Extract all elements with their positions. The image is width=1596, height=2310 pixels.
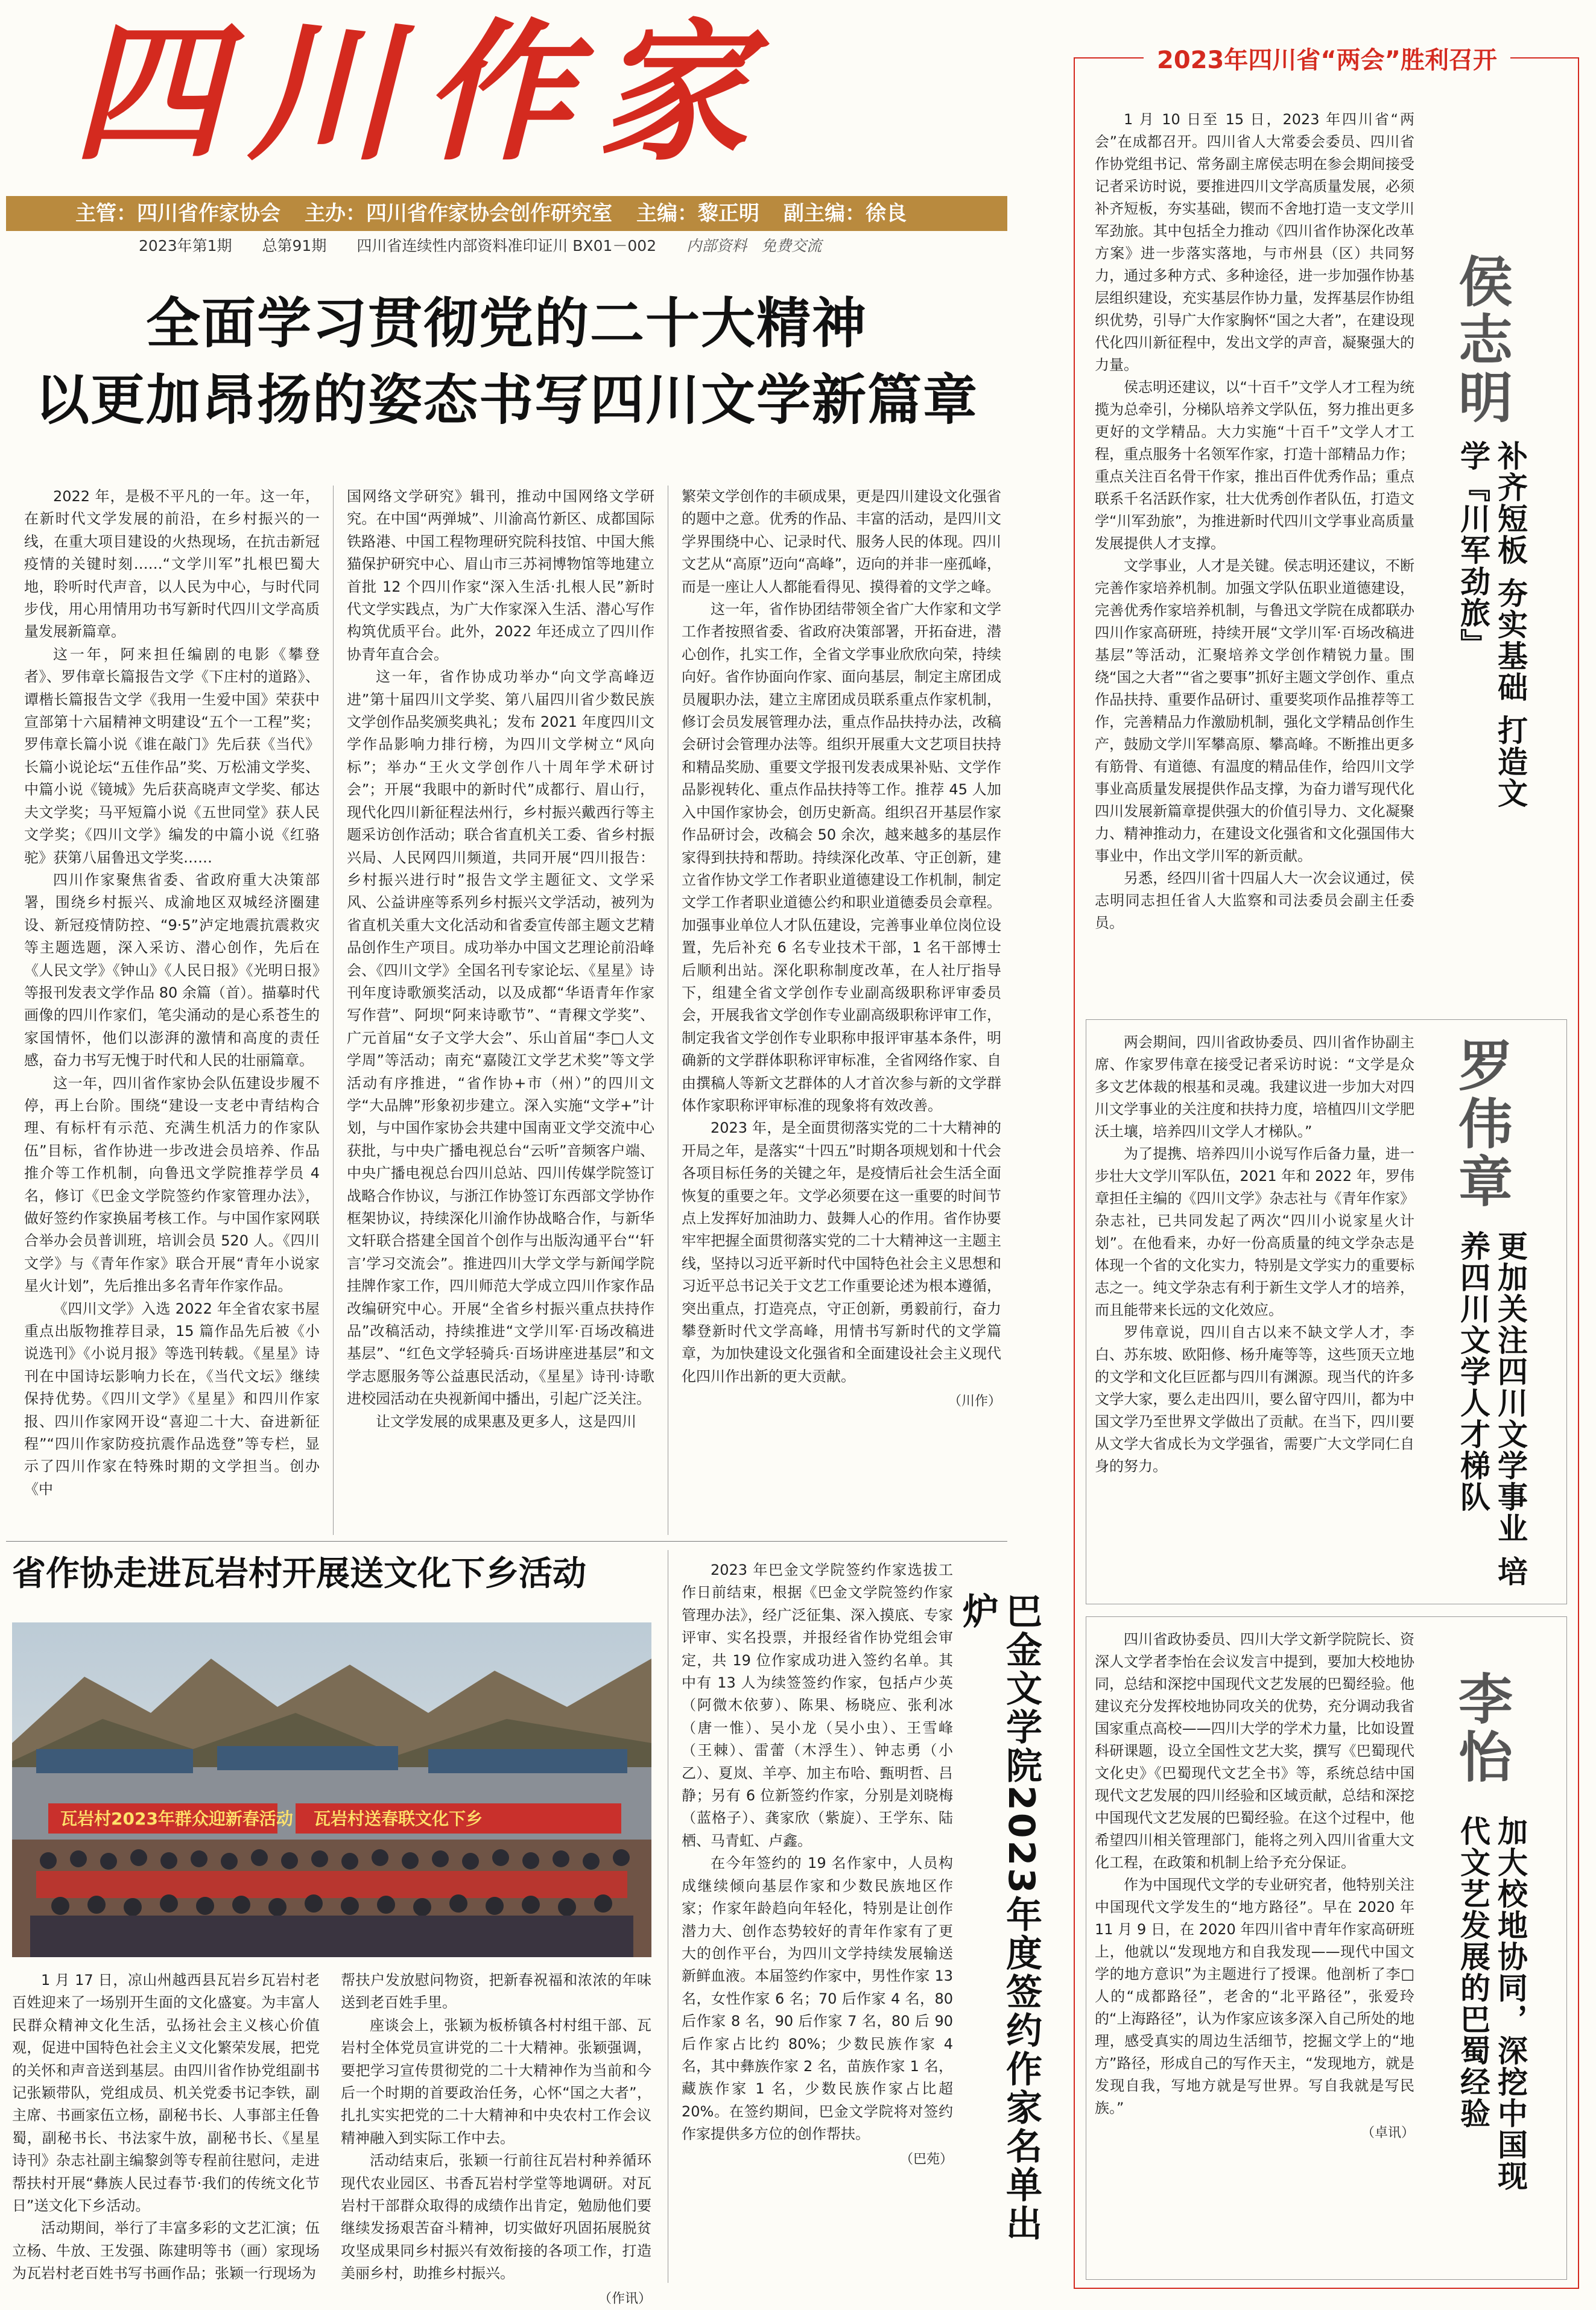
paragraph: 这一年，阿来担任编剧的电影《攀登者》、罗伟章长篇报告文学《下庄村的道路》、谭楷长篇报告文学《我用一生爱中国》荣获中宣部第十六届精神文明建设“五个一工程”奖；罗伟章长篇小说《谁在敲门》先后获《当代》长篇小说论坛“五佳作品”奖、万松浦文学奖、中篇小说《镜城》先后获高晓声文学奖、郁达夫文学奖；马平短篇小说《五世同堂》获人民文学奖；《四川文学》编发的中篇小说《红骆驼》获第八届鲁迅文学奖…… — [24, 645, 320, 866]
li-name: 李怡 — [1449, 1671, 1513, 1786]
paragraph: 在今年签约的 19 名作家中，人员构成继续倾向基层作家和少数民族地区作家；作家年龄趋向年轻化，特别是让创作潜力大、创作态势较好的青年作家有了更大的创作平台，为四川文学持续发展输送新鲜血液。本届签约作家中，男性作家 13 名，女性作家 6 名；70 后作家 4 名，80 后作家 8 名，90 后作家 7 名，80 后 90 后作家占比约 80%；少数民族作家 4 名，其中彝族作家 2 名，苗族作家 1 名，藏族作家 1 名，少数民族作家占比超 20%。在签约期间，巴金文学院将对签约作家提供多方位的创作帮扶。 — [682, 1855, 953, 2143]
issue-number: 2023年第1期 — [139, 237, 232, 255]
paragraph: 四川省政协委员、四川大学文新学院院长、资深人文学者李怡在会议发言中提到，要加大校地协同，总结和深挖中国现代文艺发展的巴蜀经验。他建议充分发挥校地协同攻关的优势，充分调动我省国家重点高校——四川大学的学术力量，比如设置科研课题，设立全国性文艺大奖，撰写《巴蜀现代文化史》《巴蜀现代文艺全书》等，系统总结中国现代文艺发展的四川经验和区域贡献，总结和深挖中国现代文艺发展的巴蜀经验。在这个过程中，他希望四川相关管理部门，能将之列入四川省重大文化工程，在政策和机制上给予充分保证。 — [1095, 1631, 1414, 1871]
luo-name: 罗伟章 — [1449, 1037, 1513, 1211]
paragraph: 繁荣文学创作的丰硕成果，更是四川建设文化强省的题中之意。优秀的作品、丰富的活动，是四川文学界围绕中心、记录时代、服务人民的体现。四川文艺从“高原”迈向“高峰”，迈向的并非一座孤峰，而是一座让人人都能看得见、摸得着的文学之峰。 — [682, 488, 1001, 595]
paragraph: 侯志明还建议，以“十百千”文学人才工程为统揽为总牵引，分梯队培养文学队伍，努力推出更多更好的文学精品。大力实施“十百千”文学人才工程，重点服务十名领军作家，打造十部精品力作；重点关注百名骨干作家，推出百件优秀作品；重点联系千名活跃作家，壮大优秀创作者队伍，打造文学“川军劲旅”，为推进新时代四川文学事业高质量发展提供人才支撑。 — [1095, 379, 1414, 552]
lead-column-2 — [347, 486, 654, 1535]
organizer: 主办：四川省作家协会创作研究室 — [305, 201, 612, 226]
section-divider — [6, 1541, 1007, 1542]
paragraph: 座谈会上，张颖为板桥镇各村村组干部、瓦岩村全体党员宣讲党的二十大精神。张颖强调，要把学习宣传贯彻党的二十大精神作为当前和今后一个时期的首要政治任务，心怀“国之大者”，扎扎实实把党的二十大精神和中央农村工作会议精神融入到实际工作中去。 — [341, 2016, 651, 2147]
paragraph: 这一年，省作协团结带领全省广大作家和文学工作者按照省委、省政府决策部署，开拓奋进，潜心创作，扎实工作，全省文学事业欣欣向荣，持续向好。省作协面向作家、面向基层，制定主席团成员履职办法，建立主席团成员联系重点作家机制，修订会员发展管理办法，重点作品扶持办法，改稿会研讨会管理办法等。组织开展重大文艺项目扶持和精品奖励、重要文学报刊发表成果补贴、文学作品影视转化、重点作品扶持等工作。推荐 45 人加入中国作家协会，创历史新高。组织召开基层作家作品研讨会，改稿会 50 余次，越来越多的基层作家得到扶持和帮助。持续深化改革、守正创新，建立省作协文学工作者职业道德建设工作机制，制定文学工作者职业道德公约和职业道德委员会章程。加强事业单位人才队伍建设，完善事业单位岗位设置，先后补充 6 名专业技术干部，1 名干部博士后顺利出站。深化职称制度改革，在人社厅指导下，组建全省文学创作专业副高级职称评审委员会，开展我省文学创作专业副高级职称评审工作，制定我省文学创作专业职称申报评审基本条件，明确新的文学群体职称评审标准，全省网络作家、自由撰稿人等新文艺群体的人才首次参与新的文学群体作家职称评审标准的现象将有效改善。 — [682, 601, 1001, 1114]
paragraph: 作为中国现代文学的专业研究者，他特别关注中国现代文学发生的“地方路径”。早在 2020 年 11 月 9 日，在 2020 年四川省中青年作家高研班上，他就以“发现地方和自我发现——现代中国文学的地方意识”为主题进行了授课。他剖析了李□人的“成都路径”，老舍的“北平路径”，张爱玲的“上海路径”，认为作家应该多深入自己所处的地理，感受真实的周边生活细节，挖掘文学上的“地方”路径，形成自己的写作天主，“发现地方，就是发现自我，写地方就是写世界。写自我就是写民族。” — [1095, 1876, 1414, 2116]
li-subtitle: 加大校地协同，深挖中国现代文艺发展的巴蜀经验 — [1455, 1815, 1528, 2192]
masthead-credits-bar — [6, 196, 1007, 231]
event-photo — [12, 1622, 651, 1957]
event-photo-illustration — [12, 1622, 651, 1957]
internal-note: 内部资料 — [686, 237, 747, 255]
column-divider — [333, 486, 334, 1535]
lead-byline: （川作） — [948, 1394, 1001, 1410]
paragraph: 另悉，经四川省十四届人大一次会议通过，侯志明同志担任省人大监察和司法委员会副主任委员。 — [1095, 870, 1414, 931]
paragraph: 国网络文学研究》辑刊，推动中国网络文学研究。在中国“两弹城”、川渝高竹新区、成都国际铁路港、中国工程物理研究院科技馆、中国大熊猫保护研究中心、眉山市三苏祠博物馆等地建立首批 12 个四川作家“深入生活·扎根人民”新时代文学实践点，为广大作家深入生活、潜心写作构筑优质平台。此外，2022 年还成立了四川作协青年直合会。 — [347, 488, 654, 663]
hou-name: 侯志明 — [1449, 253, 1513, 427]
photo-banner-text-1: 瓦岩村2023年群众迎新春活动 — [60, 1809, 293, 1829]
paragraph: 帮扶户发放慰问物资，把新春祝福和浓浓的年味送到老百姓手里。 — [341, 1972, 651, 2011]
hou-subtitle: 补齐短板 夯实基础 打造文学『川军劲旅』 — [1455, 440, 1528, 809]
paragraph: 两会期间，四川省政协委员、四川省作协副主席、作家罗伟章在接受记者采访时说：“文学是众多文艺体裁的根基和灵魂。我建议进一步加大对四川文学事业的关注度和扶持力度，培植四川文学肥沃土壤，培养四川文学人才梯队。” — [1095, 1034, 1414, 1140]
village-column-1 — [12, 1969, 320, 2283]
paragraph: 活动结束后，张颖一行前往瓦岩村种养循环现代农业园区、书香瓦岩村学堂等地调研。对瓦岩村干部群众取得的成绩作出肯定，勉励他们要继续发扬艰苦奋斗精神，切实做好巩固拓展脱贫攻坚成果同乡村振兴有效衔接的各项工作，打造美丽乡村，助推乡村振兴。 — [341, 2152, 651, 2282]
bajin-article-body — [682, 1559, 953, 2283]
bajin-byline: （巴苑） — [899, 2151, 953, 2167]
li-article-body — [1095, 1628, 1414, 2274]
village-article-title: 省作协走进瓦岩村开展送文化下乡活动 — [12, 1554, 586, 1593]
paragraph: 2023 年，是全面贯彻落实党的二十大精神的开局之年，是落实“十四五”时期各项规划和十代会各项目标任务的关键之年，是疫情后社会生活全面恢复的重要之年。文学必须要在这一重要的时间节点上发挥好加油助力、鼓舞人心的作用。省作协要牢牢把握全面贯彻落实党的二十大精神这一主题主线，坚持以习近平新时代中国特色社会主义思想和习近平总书记关于文艺工作重要论述为根本遵循，突出重点，打造亮点，守正创新，勇毅前行，奋力攀登新时代文学高峰，用情书写新时代的文学篇章，为加快建设文化强省和全面建设社会主义现代化四川作出新的更大贡献。 — [682, 1119, 1001, 1385]
paragraph: 让文学发展的成果惠及更多人，这是四川 — [376, 1413, 636, 1430]
paragraph: 1 月 17 日，凉山州越西县瓦岩乡瓦岩村老百姓迎来了一场别开生面的文化盛宴。为丰富人民群众精神文化生活，弘扬社会主义核心价值观，促进中国特色社会主义文化繁荣发展，把党的关怀和声音送到基层。由四川省作协党组副书记张颖带队，党组成员、机关党委书记李铁，副主席、书画家伍立杨，副秘书长、人事部主任鲁蜀，副秘书长、书法家牛放，副秘书长、《星星诗刊》杂志社副主编黎剑等专程前往慰问，走进帮扶村开展“彝族人民过春节·我们的传统文化节日”送文化下乡活动。 — [12, 1972, 320, 2215]
paragraph: 2022 年，是极不平凡的一年。这一年，在新时代文学发展的前沿，在乡村振兴的一线，在重大项目建设的火热现场，在抗击新冠疫情的关键时刻……“文学川军”扎根巴蜀大地，聆听时代声音，以人民为中心，与时代同步伐，用心用情用功书写新时代四川文学高质量发展新篇章。 — [24, 488, 320, 641]
sponsor: 主管：四川省作家协会 — [75, 201, 280, 226]
lead-headline-line1: 全面学习贯彻党的二十大精神 — [146, 292, 867, 355]
editor: 主编：黎正明 — [636, 201, 759, 226]
sidebar-header — [1077, 42, 1577, 78]
paragraph: 《四川文学》入选 2022 年全省农家书屋重点出版物推荐目录，15 篇作品先后被《小说选刊》《小说月报》等选刊转载。《星星》诗刊在中国诗坛影响力长在，《当代文坛》继续保持优势。《四川文学》《星星》和四川作家报、四川作家网开设“喜迎二十大、奋进新征程”“四川作家防疫抗震作品选登”等专栏，显示了四川作家在特殊时期的文学担当。创办《中 — [24, 1300, 320, 1498]
hou-article-body — [1095, 109, 1414, 1001]
issue-meta — [6, 233, 1007, 259]
paragraph: 活动期间，举行了丰富多彩的文艺汇演；伍立杨、牛放、王发强、陈建明等书（画）家现场为瓦岩村老百姓书写书画作品；张颖一行现场为 — [12, 2220, 320, 2282]
village-column-2 — [341, 1969, 651, 2306]
paragraph: 1 月 10 日至 15 日，2023 年四川省“两会”在成都召开。四川省人大常委会委员、四川省作协党组书记、常务副主席侯志明在参会期间接受记者采访时说，要推进四川文学高质量发展，必须补齐短板，夯实基础，锲而不舍地打造一支文学川军劲旅。其中包括全力推动《四川省作协深化改革方案》进一步落实落地，与市州县（区）共同努力，通过多种方式、多种途径，进一步加强作协基层组织建设，充实基层作协力量，发挥基层作协组织优势，引导广大作家胸怀“国之大者”，在建设现代化四川新征程中，发出文学的声音，凝聚强大的力量。 — [1095, 111, 1414, 373]
paragraph: 这一年，四川省作家协会队伍建设步履不停，再上台阶。围绕“建设一支老中青结构合理、有标杆有示范、充满生机活力的作家队伍”目标，省作协进一步改进会员培养、作品推介等工作机制，向鲁迅文学院推荐学员 4 名，修订《巴金文学院签约作家管理办法》，做好签约作家换届考核工作。与中国作家网联合举办会员普训班，培训会员 520 人。《四川文学》与《青年作家》联合开展“青年小说家星火计划”，先后推出多名青年作家作品。 — [24, 1074, 320, 1295]
li-byline: （卓讯） — [1361, 2125, 1414, 2141]
paragraph: 文学事业，人才是关键。侯志明还建议，不断完善作家培养机制。加强文学队伍职业道德建设，完善优秀作家培养机制，与鲁迅文学院在成都联办四川作家高研班，持续开展“文学川军·百场改稿进基层”等活动，汇聚培养文学创作精锐力量。围绕“国之大者”“省之要事”抓好主题文学创作、重点作品扶持、重要作品研讨、重要奖项作品推荐等工作，完善精品力作激励机制，强化文学精品创作生产，鼓励文学川军攀高原、攀高峰。不断推出更多有筋骨、有道德、有温度的精品佳作，给四川文学事业高质量发展提供作品支撑，为奋力谱写现代化四川发展新篇章提供强大的价值引导力、文化凝聚力、精神推动力，在建设文化强省和文化强国伟大事业中，作出文学川军的新贡献。 — [1095, 557, 1414, 864]
free-note: 免费交流 — [761, 237, 822, 255]
paragraph: 2023 年巴金文学院签约作家选拔工作日前结束，根据《巴金文学院签约作家管理办法》，经广泛征集、深入摸底、专家评审、实名投票，并报经省作协党组会审定，共 19 位作家成功进入签约名单。其中有 13 人为续签签约作家，包括卢少英（阿微木依萝）、陈果、杨晓应、张利冰（唐一惟）、吴小龙（吴小虫）、王雪峰（王棘）、雷蕾（木浮生）、钟志勇（小乙）、夏岚、羊亭、加主布哈、甄明哲、吕静；另有 6 位新签约作家，分别是刘晓梅（蓝格子）、龚家欣（紫旋）、王学东、陆栖、马青虹、卢鑫。 — [682, 1562, 953, 1849]
paragraph: 为了提携、培养四川小说写作后备力量，进一步壮大文学川军队伍，2021 年和 2022 年，罗伟章担任主编的《四川文学》杂志社与《青年作家》杂志社，已共同发起了两次“四川小说家星火计划”。在他看来，办好一份高质量的纯文学杂志是体现一个省的文化实力，特别是文学实力的重要标志之一。纯文学杂志有利于新生文学人才的培养，而且能带来长远的文化效应。 — [1095, 1145, 1414, 1318]
paragraph: 罗伟章说，四川自古以来不缺文学人才，李白、苏东坡、欧阳修、杨升庵等等，这些顶天立地的文学和文化巨匠都与四川有渊源。现当代的许多文学大家，要么走出四川，要么留守四川，都为中国文学乃至世界文学做出了贡献。在当下，四川要从文学大省成长为文学强省，需要广大文学同仁自身的努力。 — [1095, 1324, 1414, 1475]
total-issue: 总第91期 — [262, 237, 327, 255]
lead-column-3 — [682, 486, 1001, 1535]
paragraph: 这一年，省作协成功举办“向文学高峰迈进”第十届四川文学奖、第八届四川省少数民族文学创作品奖颁奖典礼；发布 2021 年度四川文学作品影响力排行榜，为四川文学树立“风向标”；举办“王火文学创作八十周年学术研讨会”；开展“我眼中的新时代”成都行、眉山行，现代化四川新征程法州行，乡村振兴戴西行等主题采访创作活动；联合省直机关工委、省乡村振兴局、人民网四川频道，共同开展“四川报告：乡村振兴进行时”报告文学主题征文、文学采风、公益讲座等系列乡村振兴文学活动，被列为省直机关重大文化活动和省委宣传部主题文艺精品创作生产项目。成功举办中国文艺理论前沿峰会、《四川文学》全国名刊专家论坛、《星星》诗刊年度诗歌颁奖活动，以及成都“华语青年作家写作营”、阿坝“阿来诗歌节”、“青稞文学奖”、广元首届“女子文学大会”、乐山首届“李□人文学周”等活动；南充“嘉陵江文学艺术奖”等文学活动有序推进，“省作协+市（州）”的四川文学“大品牌”形象初步建立。深入实施“文学+”计划，与中国作家协会共建中国南亚文学交流中心获批，与中央广播电视总台“云听”音频客户端、中央广播电视总台四川总站、四川传媒学院签订战略合作协议，与浙江作协签订东西部文学协作框架协议，持续深化川渝作协战略合作，与新华文轩联合搭建全国首个创作与出版沟通平台“‘轩言’学习交流会”。推进四川大学文学与新闻学院挂牌作家工作，四川师范大学成立四川作家作品改编研究中心。开展“全省乡村振兴重点扶持作品”改稿活动，持续推进“文学川军·百场改稿进基层”、“红色文学轻骑兵·百场讲座进基层”和文学志愿服务等公益惠民活动，《星星》诗刊·诗歌进校园活动在央视新闻中播出，引起广泛关注。 — [347, 668, 654, 1408]
masthead-title: 四川作家 — [72, 4, 772, 181]
luo-article-body — [1095, 1031, 1414, 1592]
lead-headline-line2: 以更加昂扬的姿态书写四川文学新篇章 — [35, 369, 978, 432]
village-byline: （作讯） — [598, 2291, 651, 2306]
sidebar-header-text: 2023年四川省“两会”胜利召开 — [1144, 46, 1510, 74]
luo-subtitle: 更加关注四川文学事业 培养四川文学人才梯队 — [1455, 1230, 1528, 1587]
permit-number: 四川省连续性内部资料准印证川 BX01－002 — [356, 237, 657, 255]
photo-banner-text-2: 瓦岩村送春联文化下乡 — [314, 1809, 483, 1829]
bajin-article-title: 巴金文学院2023年度签约作家名单出炉 — [957, 1592, 1042, 2243]
deputy-editor: 副主编：徐良 — [784, 201, 907, 226]
lead-column-1 — [24, 486, 320, 1535]
paragraph: 四川作家聚焦省委、省政府重大决策部署，围绕乡村振兴、成渝地区双城经济圈建设、新冠疫情防控、“9·5”泸定地震抗震救灾等主题选题，深入采访、潜心创作，先后在《人民文学》《钟山》《人民日报》《光明日报》等报刊发表文学作品 80 余篇（首）。描摹时代画像的四川作家们，笔尖涌动的是心系苍生的家国情怀，他们以澎湃的激情和高度的责任感，奋力书写无愧于时代和人民的壮丽篇章。 — [24, 871, 320, 1069]
